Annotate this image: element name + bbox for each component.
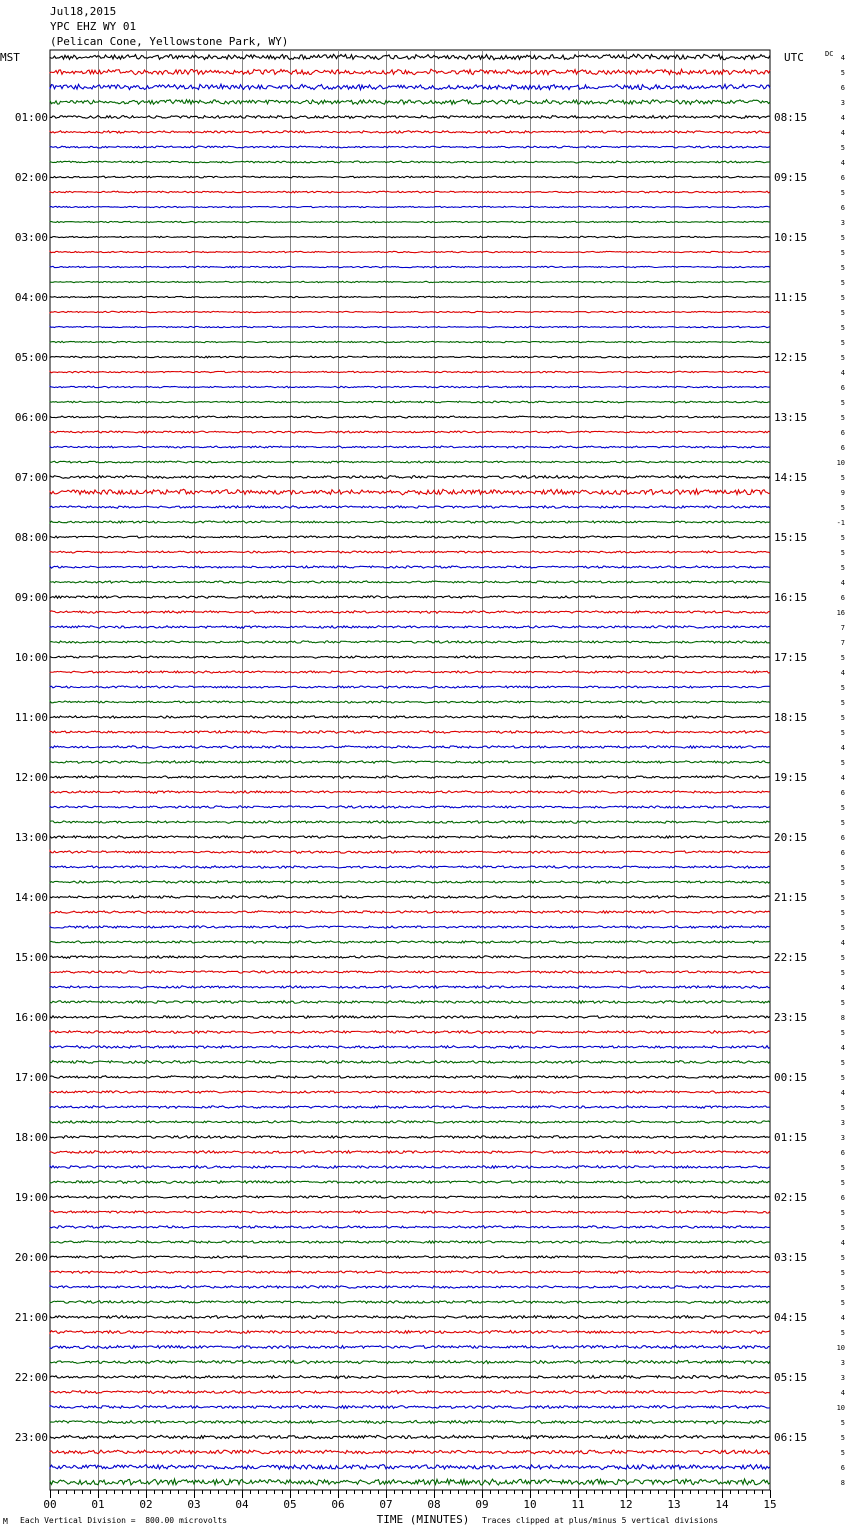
seismic-trace: [50, 641, 770, 643]
seismic-trace: [50, 221, 770, 223]
seismic-trace: [50, 956, 770, 959]
seismic-trace: [50, 1450, 770, 1454]
left-hour-label: 20:00: [14, 1251, 48, 1264]
seismic-trace: [50, 596, 770, 598]
seismic-trace: [50, 806, 770, 808]
dc-offset-value: 5: [840, 534, 845, 542]
seismic-trace: [50, 581, 770, 583]
dc-offset-value: 4: [840, 114, 845, 122]
left-hour-label: 10:00: [14, 651, 48, 664]
seismic-trace: [50, 866, 770, 869]
dc-offset-value: 5: [840, 1209, 845, 1217]
seismic-trace: [50, 1001, 770, 1004]
seismic-trace: [50, 1479, 770, 1485]
seismic-trace: [50, 311, 770, 312]
dc-offset-value: 5: [840, 714, 845, 722]
dc-offset-value: 5: [840, 294, 845, 302]
plot-date: Jul18,2015: [50, 5, 117, 18]
seismic-trace: [50, 1286, 770, 1289]
seismic-trace: [50, 1345, 770, 1348]
dc-offset-value: 5: [840, 969, 845, 977]
right-hour-label: 16:15: [774, 591, 808, 604]
x-tick-label: 12: [619, 1498, 633, 1511]
dc-offset-value: 6: [840, 789, 845, 797]
dc-offset-value: 4: [840, 774, 845, 782]
dc-offset-value: 5: [840, 264, 845, 272]
dc-offset-value: 3: [840, 1359, 845, 1367]
dc-offset-value: 4: [840, 159, 845, 167]
seismic-trace: [50, 296, 770, 298]
seismic-trace: [50, 896, 770, 899]
seismic-trace: [50, 686, 770, 688]
seismic-trace: [50, 926, 770, 928]
seismic-trace: [50, 836, 770, 838]
seismic-trace: [50, 489, 770, 495]
dc-offset-value: 6: [840, 834, 845, 842]
right-hour-label: 15:15: [774, 531, 808, 544]
dc-offset-value: 5: [840, 309, 845, 317]
x-tick-label: 05: [283, 1498, 297, 1511]
dc-offset-value: 5: [840, 654, 845, 662]
seismic-trace: [50, 746, 770, 749]
dc-offset-value: 3: [840, 99, 845, 107]
seismic-trace: [50, 626, 770, 629]
seismic-trace: [50, 611, 770, 613]
dc-offset-value: 5: [840, 1434, 845, 1442]
dc-offset-value: 8: [840, 1014, 845, 1022]
left-hour-label: 05:00: [14, 351, 48, 364]
right-hour-label: 08:15: [774, 111, 808, 124]
seismic-trace: [50, 1271, 770, 1274]
dc-offset-value: 4: [840, 369, 845, 377]
dc-offset-value: 4: [840, 1389, 845, 1397]
x-tick-label: 13: [667, 1498, 681, 1511]
seismic-trace: [50, 821, 770, 824]
seismic-trace: [50, 1406, 770, 1409]
right-hour-label: 22:15: [774, 951, 808, 964]
dc-offset-value: 5: [840, 1329, 845, 1337]
dc-offset-value: 6: [840, 429, 845, 437]
dc-offset-value: 5: [840, 1059, 845, 1067]
dc-offset-value: 5: [840, 819, 845, 827]
seismic-trace: [50, 671, 770, 673]
seismic-trace: [50, 1121, 770, 1123]
x-tick-label: 10: [523, 1498, 537, 1511]
dc-offset-value: 10: [836, 1344, 845, 1352]
x-tick-label: 04: [235, 1498, 249, 1511]
left-hour-label: 18:00: [14, 1131, 48, 1144]
seismic-trace: [50, 1226, 770, 1229]
right-hour-label: 20:15: [774, 831, 808, 844]
left-hour-label: 04:00: [14, 291, 48, 304]
seismic-trace: [50, 341, 770, 342]
seismic-trace: [50, 1181, 770, 1184]
left-hour-label: 23:00: [14, 1431, 48, 1444]
dc-offset-value: 5: [840, 1104, 845, 1112]
right-hour-label: 23:15: [774, 1011, 808, 1024]
x-tick-label: 01: [91, 1498, 105, 1511]
right-hour-label: 02:15: [774, 1191, 808, 1204]
right-hour-label: 21:15: [774, 891, 808, 904]
seismic-trace: [50, 176, 770, 178]
seismic-trace: [50, 776, 770, 778]
corner-mark: M: [3, 1517, 8, 1526]
dc-offset-value: 6: [840, 849, 845, 857]
dc-offset-value: 6: [840, 594, 845, 602]
dc-offset-value: 4: [840, 54, 845, 62]
seismic-trace: [50, 536, 770, 538]
seismic-trace: [50, 356, 770, 358]
left-hour-label: 08:00: [14, 531, 48, 544]
right-hour-label: 09:15: [774, 171, 808, 184]
left-hour-label: 17:00: [14, 1071, 48, 1084]
right-hour-label: 06:15: [774, 1431, 808, 1444]
dc-offset-value: 7: [840, 639, 845, 647]
dc-offset-value: 4: [840, 744, 845, 752]
seismic-trace: [50, 941, 770, 943]
dc-offset-value: 5: [840, 1299, 845, 1307]
dc-offset-value: 6: [840, 174, 845, 182]
right-hour-label: 19:15: [774, 771, 808, 784]
x-tick-label: 09: [475, 1498, 489, 1511]
seismic-trace: [50, 911, 770, 914]
dc-offset-value: 5: [840, 1284, 845, 1292]
dc-offset-value: 5: [840, 1269, 845, 1277]
seismic-trace: [50, 386, 770, 388]
seismic-trace: [50, 761, 770, 763]
clip-note: Traces clipped at plus/minus 5 vertical divisions: [482, 1516, 719, 1525]
x-tick-label: 14: [715, 1498, 729, 1511]
x-tick-label: 15: [763, 1498, 777, 1511]
seismic-trace: [50, 851, 770, 853]
seismic-trace: [50, 1301, 770, 1304]
x-tick-label: 02: [139, 1498, 153, 1511]
seismic-trace: [50, 476, 770, 479]
dc-offset-value: 5: [840, 684, 845, 692]
dc-offset-value: 5: [840, 924, 845, 932]
dc-offset-value: 16: [836, 609, 845, 617]
right-hour-label: 00:15: [774, 1071, 808, 1084]
seismic-trace: [50, 236, 770, 237]
dc-offset-value: 5: [840, 999, 845, 1007]
seismic-trace: [50, 971, 770, 973]
dc-offset-value: 5: [840, 1164, 845, 1172]
dc-offset-value: 5: [840, 189, 845, 197]
seismic-trace: [50, 206, 770, 207]
x-tick-label: 08: [427, 1498, 441, 1511]
right-hour-label: 03:15: [774, 1251, 808, 1264]
dc-offset-value: 5: [840, 144, 845, 152]
dc-offset-value: 5: [840, 1074, 845, 1082]
dc-offset-value: 6: [840, 1464, 845, 1472]
right-hour-label: 11:15: [774, 291, 808, 304]
dc-offset-value: 6: [840, 444, 845, 452]
station-location: (Pelican Cone, Yellowstone Park, WY): [50, 35, 289, 48]
station-code: YPC EHZ WY 01: [50, 20, 137, 33]
right-hour-label: 12:15: [774, 351, 808, 364]
dc-offset-value: 4: [840, 1239, 845, 1247]
right-hour-label: 13:15: [774, 411, 808, 424]
left-hour-label: 03:00: [14, 231, 48, 244]
left-hour-label: 22:00: [14, 1371, 48, 1384]
dc-offset-value: 4: [840, 939, 845, 947]
seismic-trace: [50, 131, 770, 133]
dc-offset-value: 4: [840, 579, 845, 587]
dc-offset-value: 5: [840, 279, 845, 287]
seismic-trace: [50, 1031, 770, 1034]
dc-offset-value: 4: [840, 984, 845, 992]
dc-offset-value: 5: [840, 759, 845, 767]
left-hour-label: 13:00: [14, 831, 48, 844]
seismic-trace: [50, 1151, 770, 1154]
dc-offset-value: 4: [840, 1314, 845, 1322]
dc-offset-value: 5: [840, 909, 845, 917]
seismic-trace: [50, 1256, 770, 1258]
seismic-trace: [50, 69, 770, 74]
x-tick-label: 06: [331, 1498, 345, 1511]
seismic-trace: [50, 1420, 770, 1423]
x-tick-label: 03: [187, 1498, 201, 1511]
seismic-trace: [50, 54, 770, 60]
right-hour-label: 04:15: [774, 1311, 808, 1324]
right-hour-label: 17:15: [774, 651, 808, 664]
seismic-trace: [50, 566, 770, 568]
seismic-trace: [50, 716, 770, 718]
seismic-trace: [50, 161, 770, 163]
dc-offset-value: 5: [840, 339, 845, 347]
x-axis-label: TIME (MINUTES): [376, 1513, 470, 1526]
left-hour-label: 06:00: [14, 411, 48, 424]
seismic-trace: [50, 1016, 770, 1019]
dc-offset-value: 3: [840, 219, 845, 227]
left-hour-label: 11:00: [14, 711, 48, 724]
x-tick-label: 11: [571, 1498, 585, 1511]
seismic-trace: [50, 1196, 770, 1199]
seismic-trace: [50, 281, 770, 283]
dc-offset-value: 9: [840, 489, 845, 497]
seismic-trace: [50, 251, 770, 253]
dc-offset-value: 5: [840, 1419, 845, 1427]
dc-offset-value: 10: [836, 1404, 845, 1412]
seismic-trace: [50, 416, 770, 418]
x-tick-label: 07: [379, 1498, 393, 1511]
seismic-trace: [50, 191, 770, 193]
dc-offset-value: 5: [840, 1449, 845, 1457]
seismic-trace: [50, 401, 770, 403]
left-hour-label: 09:00: [14, 591, 48, 604]
right-hour-label: 05:15: [774, 1371, 808, 1384]
dc-offset-value: 5: [840, 729, 845, 737]
dc-offset-value: 5: [840, 1224, 845, 1232]
left-hour-label: 15:00: [14, 951, 48, 964]
dc-offset-value: 6: [840, 384, 845, 392]
left-hour-label: 16:00: [14, 1011, 48, 1024]
seismic-trace: [50, 1376, 770, 1379]
seismic-trace: [50, 1241, 770, 1243]
seismic-trace: [50, 1464, 770, 1469]
dc-offset-value: 6: [840, 1149, 845, 1157]
seismic-trace: [50, 1330, 770, 1333]
left-hour-label: 21:00: [14, 1311, 48, 1324]
seismic-trace: [50, 1076, 770, 1079]
seismic-trace: [50, 446, 770, 448]
seismic-trace: [50, 701, 770, 703]
dc-offset-value: 8: [840, 1479, 845, 1487]
seismic-trace: [50, 146, 770, 148]
seismic-trace: [50, 1091, 770, 1093]
seismic-trace: [50, 326, 770, 328]
dc-offset-value: 6: [840, 84, 845, 92]
dc-offset-value: 5: [840, 324, 845, 332]
dc-offset-value: 3: [840, 1374, 845, 1382]
dc-offset-value: 5: [840, 549, 845, 557]
dc-offset-value: 5: [840, 1254, 845, 1262]
left-hour-label: 02:00: [14, 171, 48, 184]
dc-offset-value: 3: [840, 1134, 845, 1142]
dc-offset-value: -1: [836, 519, 845, 527]
seismic-trace: [50, 791, 770, 794]
dc-offset-value: 5: [840, 699, 845, 707]
dc-offset-value: 5: [840, 564, 845, 572]
seismic-trace: [50, 1211, 770, 1213]
dc-offset-value: 5: [840, 414, 845, 422]
seismic-trace: [50, 881, 770, 883]
left-hour-label: 01:00: [14, 111, 48, 124]
right-hour-label: 14:15: [774, 471, 808, 484]
seismic-trace: [50, 521, 770, 523]
dc-offset-value: 5: [840, 1029, 845, 1037]
left-hour-label: 14:00: [14, 891, 48, 904]
dc-offset-value: 4: [840, 669, 845, 677]
seismic-trace: [50, 656, 770, 658]
seismic-trace: [50, 1106, 770, 1108]
dc-offset-value: 4: [840, 1044, 845, 1052]
left-axis-label: MST: [0, 51, 20, 64]
seismic-trace: [50, 1136, 770, 1139]
seismic-trace: [50, 506, 770, 508]
seismic-trace: [50, 100, 770, 105]
dc-offset-value: 5: [840, 1179, 845, 1187]
seismic-trace: [50, 1390, 770, 1393]
right-hour-label: 10:15: [774, 231, 808, 244]
seismic-trace: [50, 116, 770, 119]
seismic-trace: [50, 551, 770, 553]
right-axis-label: UTC: [784, 51, 804, 64]
seismic-trace: [50, 1316, 770, 1319]
dc-offset-value: 5: [840, 864, 845, 872]
seismic-trace: [50, 266, 770, 267]
left-hour-label: 07:00: [14, 471, 48, 484]
x-tick-label: 00: [43, 1498, 57, 1511]
seismic-trace: [50, 371, 770, 373]
dc-offset-value: 5: [840, 234, 845, 242]
dc-offset-value: 5: [840, 879, 845, 887]
dc-offset-value: 5: [840, 474, 845, 482]
dc-offset-value: 4: [840, 129, 845, 137]
seismic-trace: [50, 1360, 770, 1363]
right-hour-label: 01:15: [774, 1131, 808, 1144]
dc-offset-value: 3: [840, 1119, 845, 1127]
dc-offset-value: 5: [840, 249, 845, 257]
seismic-trace: [50, 1046, 770, 1049]
dc-label: DC: [825, 50, 834, 58]
dc-offset-value: 6: [840, 204, 845, 212]
seismic-trace: [50, 431, 770, 433]
dc-offset-value: 5: [840, 354, 845, 362]
seismic-trace: [50, 986, 770, 989]
left-hour-label: 12:00: [14, 771, 48, 784]
dc-offset-value: 5: [840, 954, 845, 962]
dc-offset-value: 7: [840, 624, 845, 632]
scale-note: Each Vertical Division = 800.00 microvolts: [20, 1516, 228, 1525]
dc-offset-value: 4: [840, 1089, 845, 1097]
seismic-trace: [50, 731, 770, 734]
seismic-trace: [50, 1061, 770, 1064]
dc-offset-value: 5: [840, 804, 845, 812]
left-hour-label: 19:00: [14, 1191, 48, 1204]
dc-offset-value: 5: [840, 69, 845, 77]
dc-offset-value: 6: [840, 1194, 845, 1202]
right-hour-label: 18:15: [774, 711, 808, 724]
dc-offset-value: 10: [836, 459, 845, 467]
dc-offset-value: 5: [840, 894, 845, 902]
seismic-trace: [50, 1166, 770, 1169]
seismic-trace: [50, 1435, 770, 1439]
dc-offset-value: 5: [840, 399, 845, 407]
seismic-trace: [50, 461, 770, 463]
dc-offset-value: 5: [840, 504, 845, 512]
seismic-trace: [50, 84, 770, 89]
